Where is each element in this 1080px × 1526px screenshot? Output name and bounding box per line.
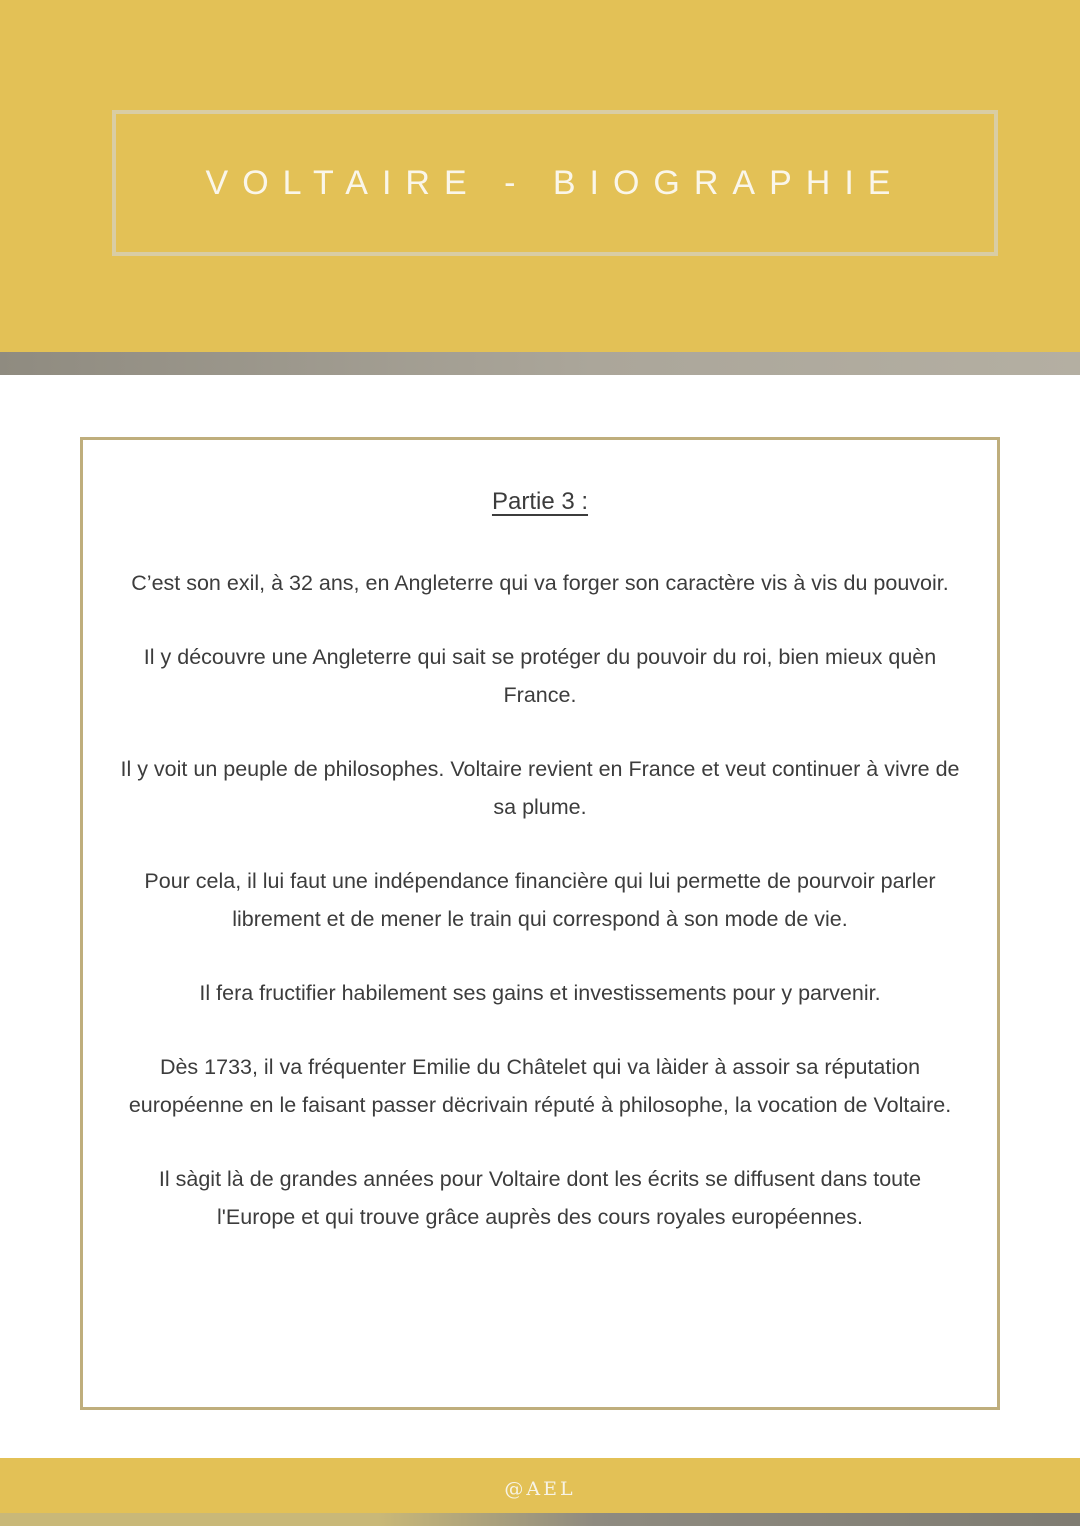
bottom-strip bbox=[0, 1513, 1080, 1526]
paragraph-4: Pour cela, il lui faut une indépendance financière qui lui permette de pourvoir parler librement et de mener le train qui correspond à son mode de vie. bbox=[144, 869, 936, 931]
section-heading: Partie 3 : bbox=[491, 488, 589, 515]
paragraph-6: Dès 1733, il va fréquenter Emilie du Châtelet qui va làider à assoir sa réputation européenne en le faisant passer dëcrivain réputé à philosophe, la vocation de Voltaire. bbox=[128, 1055, 952, 1117]
paragraph-2: Il y découvre une Angleterre qui sait se protéger du pouvoir du roi, bien mieux quèn France. bbox=[143, 645, 937, 707]
content-area bbox=[0, 375, 1080, 1458]
title-box bbox=[112, 110, 998, 256]
paragraph-1: C’est son exil, à 32 ans, en Angleterre qui va forger son caractère vis à vis du pouvoir. bbox=[131, 571, 949, 595]
paragraph-3: Il y voit un peuple de philosophes. Voltaire revient en France et veut continuer à vivre de sa plume. bbox=[120, 757, 960, 819]
header-divider bbox=[0, 352, 1080, 375]
header-banner bbox=[0, 0, 1080, 352]
footer-handle: @AEL bbox=[504, 1478, 576, 1500]
paragraph-5: Il fera fructifier habilement ses gains et investissements pour y parvenir. bbox=[199, 981, 881, 1005]
page-title: VOLTAIRE - BIOGRAPHIE bbox=[205, 163, 905, 202]
content-box bbox=[80, 437, 1000, 1410]
paragraph-7: Il sàgit là de grandes années pour Voltaire dont les écrits se diffusent dans toute l'Europe et qui trouve grâce auprès des cours royales européennes. bbox=[158, 1167, 922, 1229]
